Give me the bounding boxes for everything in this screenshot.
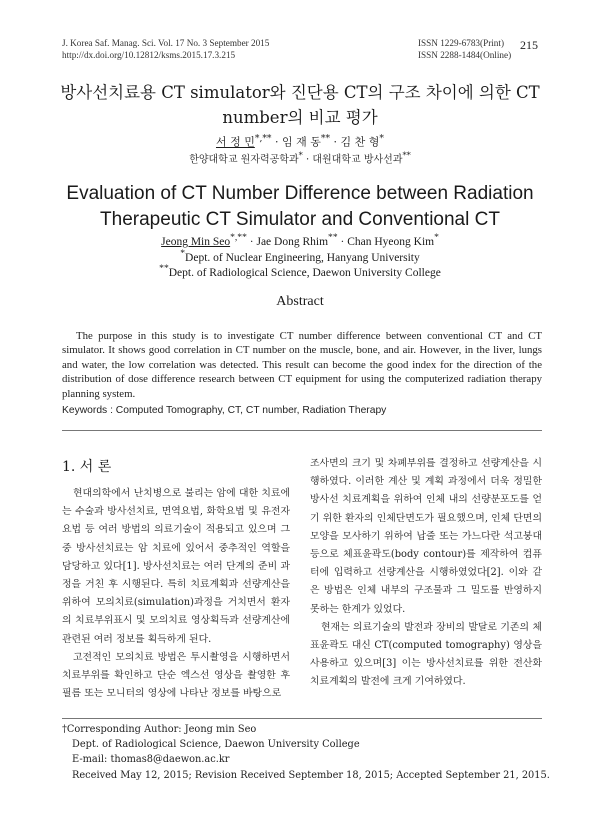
english-author-sep-1: · [246,235,257,248]
issn-block [418,38,511,61]
english-title-line1: Evaluation of CT Number Difference between Radiation [66,183,534,204]
page-number: 215 [520,38,538,52]
english-author-2: Jae Dong Rhim [256,235,329,248]
right-column [310,455,542,692]
left-column [62,485,290,703]
english-title-line2: Therapeutic CT Simulator and Conventional CT [100,209,500,230]
english-author-3-sup: * [434,232,439,243]
korean-author-2: 임 재 동 [282,135,321,149]
korean-title [40,80,560,130]
intro-paragraph-2-cont: 조사면의 크기 및 차폐부위를 결정하고 선량계산을 시행하였다. 이러한 계산 및 계획 과정에서 더욱 정밀한 방사선 치료계획을 위하여 인체 내의 선량분포도를 얻기 위한 환자의 인체단면도가 필요했으며, 인체 단면의 모양을 모사하기 위하여 납줄 또는 가느다란 석고붕대 등으로 체표윤곽도(body contour)를 제작하여 컴퓨터에 입력하고 선량계산을 시행하였었다[2]. 이와 같은 방법은 인체 내부의 구조물과 그 밀도를 반영하지 못하는 한계가 있었다. [310,458,542,615]
english-author-sep-2: · [337,235,348,248]
korean-affiliation [0,150,600,165]
english-author-2-sup: ** [328,232,338,243]
english-affiliation-2 [0,263,600,279]
korean-affiliation-2: 대원대학교 방사선과 [312,154,403,166]
keywords-line [62,405,542,416]
intro-paragraph-1: 현대의학에서 난치병으로 불리는 암에 대한 치료에는 수술과 방사선치료, 면역요법, 화학요법 및 유전자요법 등 여러 방법의 의료기술이 적용되고 있으며 그 중 방사선치료는 암 치료에 있어서 중추적인 역할을 담당하고 있다[1]. 방사선치료는 여러 단계의 준비 과정을 거친 후 시행된다. 특히 치료계획과 선량계산을 위하여 모의치료(simulation)과정을 거치면서 환자의 치료부위표시 및 모의치료 영상획득과 선량계산에 관련된 여러 정보를 획득하게 된다. [62,488,290,645]
section-divider [62,430,542,431]
english-affiliation-1 [0,248,600,264]
issn-print: ISSN 1229-6783(Print) [418,38,505,48]
korean-affiliation-1: 한양대학교 원자력공학과 [189,154,299,166]
korean-author-3-sup: * [379,133,384,144]
footnote-corresponding-author: †Corresponding Author: Jeong min Seo [62,724,257,735]
english-title [40,181,560,233]
korean-author-1-sup: *,** [254,133,272,144]
keywords-label: Keywords : [62,405,116,416]
english-author-3: Chan Hyeong Kim [347,235,435,248]
footnote-department: Dept. of Radiological Science, Daewon University College [72,739,360,750]
journal-header [62,38,269,61]
english-author-1-sup: *,** [230,232,247,243]
issn-online: ISSN 2288-1484(Online) [418,49,512,60]
korean-affiliation-sep: · [302,154,313,166]
korean-title-line2: number의 비교 평가 [222,108,378,127]
korean-title-line1: 방사선치료용 CT simulator와 진단용 CT의 구조 차이에 의한 CT [60,83,540,102]
footnote-divider [62,718,542,719]
keywords-list: Computed Tomography, CT, CT number, Radiation Therapy [115,405,387,416]
english-affiliation-1-text: Dept. of Nuclear Engineering, Hanyang University [185,251,420,264]
korean-author-2-sup: ** [320,133,331,144]
abstract-heading: Abstract [276,294,324,309]
abstract-body: The purpose in this study is to investigate CT number difference between conventional CT and CT simulator. It shows good correlation in CT number on the muscle, bone, and air. However, in the liver, lungs and water, the low correlation was detected. This result can become the good index for the direction of the distribution of dose difference research between CT equipment for using the computerized radiation therapy planning system. [62,330,542,400]
english-affiliation-1-sup: * [180,248,186,259]
korean-author-sep-2: · [330,135,341,149]
korean-affiliation-2-sup: ** [402,150,411,160]
footnote-dates: Received May 12, 2015; Revision Received September 18, 2015; Accepted September 21, 2015. [72,770,550,781]
footnote-email[interactable]: E-mail: thomas8@daewon.ac.kr [72,754,230,765]
english-affiliation-2-sup: ** [159,263,169,274]
korean-affiliation-1-sup: * [298,150,303,160]
english-author-1: Jeong Min Seo [161,235,231,248]
intro-paragraph-2: 고전적인 모의치료 방법은 투시촬영을 시행하면서 치료부위를 확인하고 단순 엑스선 영상을 촬영한 후 필름 또는 모니터의 영상에 나타난 정보를 바탕으로 [62,651,290,700]
journal-citation: J. Korea Saf. Manag. Sci. Vol. 17 No. 3 September 2015 [62,38,270,48]
korean-author-sep-1: · [271,135,283,149]
english-authors [0,232,600,248]
intro-paragraph-3: 현재는 의료기술의 발전과 장비의 발달로 기존의 체표윤곽도 대신 CT(computed tomography) 영상을 사용하고 있으며[3] 이는 방사선치료를 위한 전산화 치료계획의 발전에 크게 기여하였다. [310,621,542,688]
korean-author-1: 서 정 민 [215,135,255,149]
english-affiliation-2-text: Dept. of Radiological Science, Daewon University College [168,266,441,279]
section-1-heading: 1. 서 론 [62,459,112,475]
korean-authors [0,133,600,150]
doi-link[interactable]: http://dx.doi.org/10.12812/ksms.2015.17.3.215 [62,49,236,60]
korean-author-3: 김 찬 형 [340,135,380,149]
